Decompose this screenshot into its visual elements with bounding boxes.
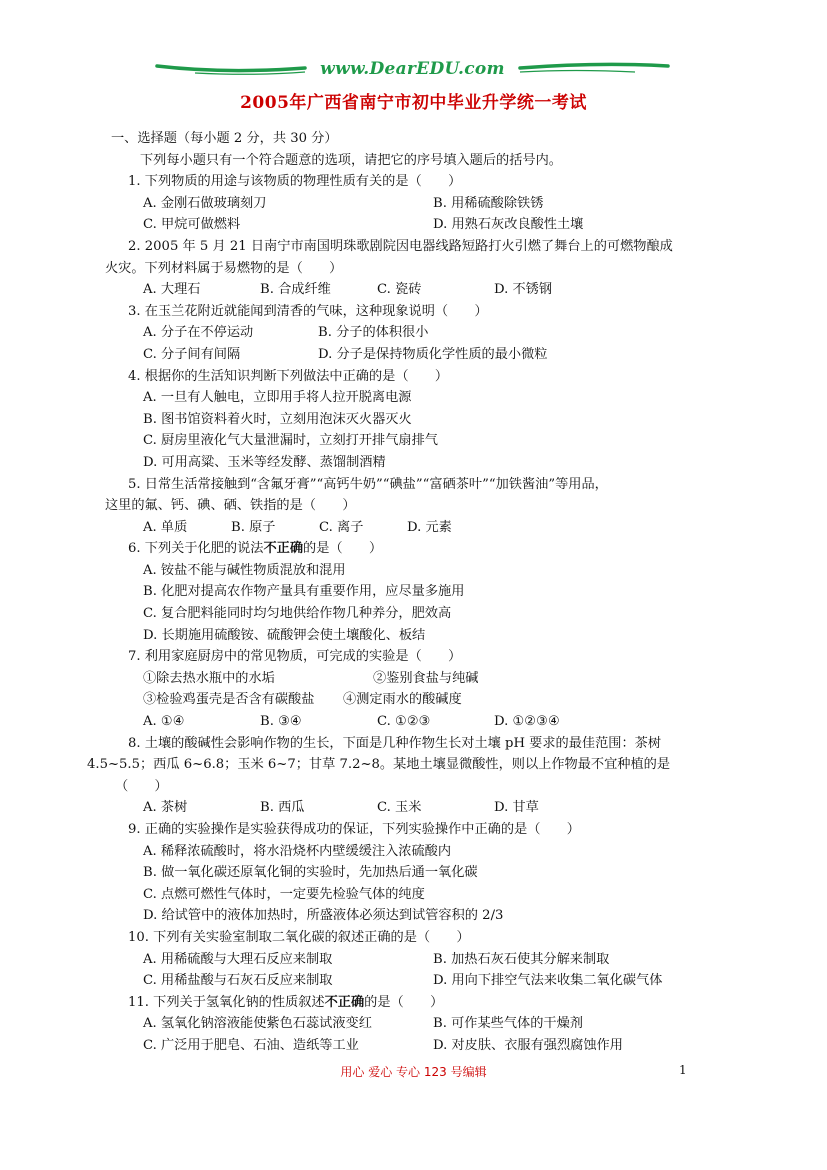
question-stem: [117, 538, 717, 560]
section-heading: 一、选择题（每小题 2 分，共 30 分）: [111, 131, 338, 146]
page-title: 2005年广西省南宁市初中毕业升学统一考试: [240, 93, 587, 113]
option-row: [117, 1035, 717, 1057]
question-stem: 8. 土壤的酸碱性会影响作物的生长，下面是几种作物生长对土壤 pH 要求的最佳范围：茶树: [128, 735, 662, 751]
footer-slogan: 用心 爱心 专心 123 号编辑: [340, 1065, 487, 1079]
option: B. 图书馆资料着火时，立刻用泡沫灭火器灭火: [143, 411, 412, 427]
option: A. 氢氧化钠溶液能使紫色石蕊试液变红: [143, 1016, 372, 1032]
option: D. 给试管中的液体加热时，所盛液体必须达到试管容积的 2/3: [143, 908, 504, 924]
option-row: [117, 797, 717, 819]
option: C. 瓷砖: [377, 282, 422, 298]
option: A. 稀释浓硫酸时，将水沿烧杯内壁缓缓注入浓硫酸内: [143, 843, 452, 859]
option: A. 金刚石做玻璃刻刀: [143, 195, 267, 211]
option: D. 分子是保持物质化学性质的最小微粒: [318, 346, 548, 362]
option-row: [117, 1013, 717, 1035]
option: D. 甘草: [494, 800, 539, 816]
question-stem-cont: 这里的氟、钙、碘、硒、铁指的是（ ）: [105, 498, 356, 514]
question-stem: 3. 在玉兰花附近就能闻到清香的气味，这种现象说明（ ）: [128, 303, 488, 319]
option-row: [117, 711, 717, 733]
option: C. 甲烷可做燃料: [143, 217, 241, 233]
option: D. 元素: [407, 519, 452, 535]
option: D. 长期施用硫酸铵、硫酸钾会使土壤酸化、板结: [143, 627, 426, 643]
question-stem: 7. 利用家庭厨房中的常见物质，可完成的实验是（ ）: [128, 649, 462, 665]
option: C. 玉米: [377, 800, 422, 816]
option: D. 不锈钢: [494, 282, 553, 298]
item-row: [117, 668, 717, 690]
option: C. 复合肥料能同时均匀地供给作物几种养分，肥效高: [143, 606, 452, 622]
option: D. 用熟石灰改良酸性土壤: [433, 217, 584, 233]
option: B. 化肥对提高农作物产量具有重要作用，应尽量多施用: [143, 584, 465, 600]
option: A. 单质: [143, 519, 188, 535]
option-row: [117, 279, 717, 301]
question-stem: 10. 下列有关实验室制取二氧化碳的叙述正确的是（ ）: [128, 929, 470, 945]
numbered-item: ③检验鸡蛋壳是否含有碳酸盐: [143, 692, 315, 708]
option: D. ①②③④: [494, 714, 560, 730]
item-row: [117, 689, 717, 711]
numbered-item: ④测定雨水的酸碱度: [343, 692, 462, 708]
question-stem: 1. 下列物质的用途与该物质的物理性质有关的是（ ）: [128, 174, 462, 190]
option: A. ①④: [143, 714, 185, 730]
option: A. 用稀硫酸与大理石反应来制取: [143, 951, 333, 967]
option: C. ①②③: [377, 714, 431, 730]
option-row: [117, 322, 717, 344]
option: C. 分子间有间隔: [143, 346, 241, 362]
question-stem-cont: （ ）: [115, 778, 168, 794]
site-url[interactable]: www.DearEDU.com: [320, 59, 505, 79]
option: B. 用稀硫酸除铁锈: [433, 195, 544, 211]
option: C. 离子: [319, 519, 364, 535]
page-number: 1: [679, 1063, 687, 1077]
question-stem: 4. 根据你的生活知识判断下列做法中正确的是（ ）: [128, 368, 449, 384]
option: B. 原子: [231, 519, 276, 535]
option: A. 大理石: [143, 282, 201, 298]
stem-text: 的是（ ）: [303, 541, 383, 557]
option: A. 一旦有人触电，立即用手将人拉开脱离电源: [143, 390, 412, 406]
question-list: [87, 128, 717, 1057]
option: C. 厨房里液化气大量泄漏时，立刻打开排气扇排气: [143, 433, 438, 449]
option: B. 西瓜: [260, 800, 305, 816]
stem-emphasis: 不正确: [263, 541, 304, 557]
stem-text: 6. 下列关于化肥的说法: [128, 541, 264, 557]
option-row: [117, 214, 717, 236]
question-stem: [117, 992, 717, 1014]
option: C. 点燃可燃性气体时，一定要先检验气体的纯度: [143, 886, 425, 902]
option-row: [117, 517, 717, 539]
option: B. 分子的体积很小: [318, 325, 429, 341]
option: D. 对皮肤、衣服有强烈腐蚀作用: [433, 1037, 623, 1053]
site-banner: [155, 56, 670, 86]
option: B. 合成纤维: [260, 282, 331, 298]
option: A. 分子在不停运动: [143, 325, 254, 341]
numbered-item: ①除去热水瓶中的水垢: [143, 670, 275, 686]
numbered-item: ②鉴别食盐与纯碱: [373, 670, 479, 686]
question-stem-cont: 火灾。下列材料属于易燃物的是（ ）: [105, 260, 343, 276]
option: A. 铵盐不能与碱性物质混放和混用: [143, 562, 346, 578]
section-instruction: 下列每小题只有一个符合题意的选项，请把它的序号填入题后的括号内。: [140, 152, 562, 168]
stem-emphasis: 不正确: [324, 994, 365, 1010]
option: D. 可用高粱、玉米等经发酵、蒸馏制酒精: [143, 454, 386, 470]
option: A. 茶树: [143, 800, 188, 816]
question-stem: 2. 2005 年 5 月 21 日南宁市南国明珠歌剧院因电器线路短路打火引燃了舞台上的可燃物酿成: [128, 238, 673, 254]
option-row: [117, 193, 717, 215]
option-row: [117, 344, 717, 366]
option: D. 用向下排空气法来收集二氧化碳气体: [433, 973, 663, 989]
option: B. 可作某些气体的干燥剂: [433, 1016, 583, 1032]
question-stem-cont: 4.5~5.5；西瓜 6~6.8；玉米 6~7；甘草 7.2~8。某地土壤显微酸性，则以上作物最不宜种植的是: [87, 757, 671, 773]
question-stem: 5. 日常生活常接触到“含氟牙膏”“高钙牛奶”“碘盐”“富硒茶叶”“加铁酱油”等用品，: [128, 476, 608, 492]
stem-text: 的是（ ）: [364, 994, 444, 1010]
option: C. 用稀盐酸与石灰石反应来制取: [143, 973, 333, 989]
stem-text: 11. 下列关于氢氧化钠的性质叙述: [128, 994, 325, 1010]
option: B. ③④: [260, 714, 302, 730]
option-row: [117, 949, 717, 971]
option: B. 加热石灰石使其分解来制取: [433, 951, 610, 967]
option: B. 做一氧化碳还原氧化铜的实验时，先加热后通一氧化碳: [143, 865, 478, 881]
question-stem: 9. 正确的实验操作是实验获得成功的保证，下列实验操作中正确的是（ ）: [128, 822, 580, 837]
option: C. 广泛用于肥皂、石油、造纸等工业: [143, 1037, 359, 1053]
option-row: [117, 970, 717, 992]
